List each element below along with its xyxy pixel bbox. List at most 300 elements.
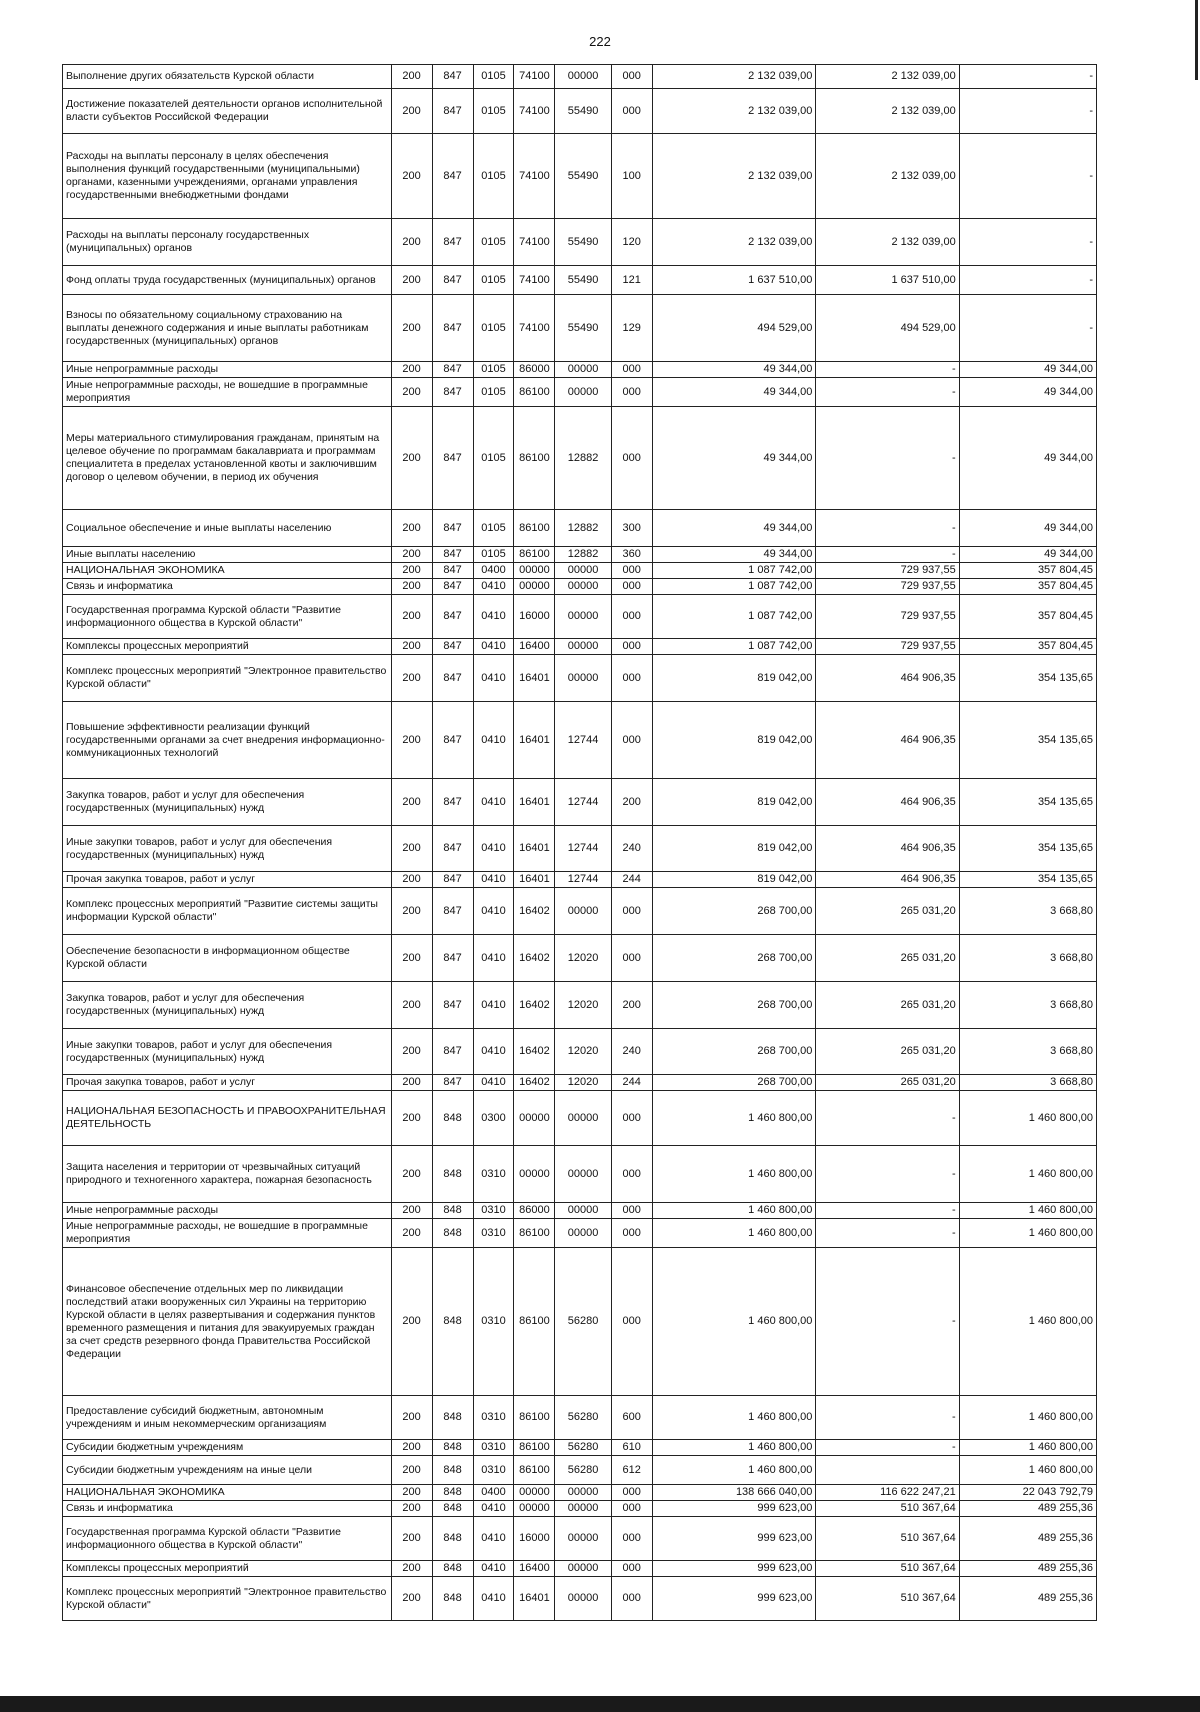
budget-table	[62, 64, 1097, 1621]
section-code: 0410	[473, 1577, 514, 1621]
code-col-1: 200	[391, 1029, 432, 1075]
amount-executed: -	[816, 1440, 959, 1456]
amount-approved: 999 623,00	[652, 1577, 816, 1621]
expense-name: Иные закупки товаров, работ и услуг для обеспечения государственных (муниципальных) нужд	[63, 826, 392, 872]
program-code: 16402	[514, 888, 555, 935]
expense-type-code: 000	[611, 639, 652, 655]
program-code: 16402	[514, 935, 555, 982]
section-code: 0400	[473, 1485, 514, 1501]
table-row	[63, 888, 1097, 935]
amount-executed: 510 367,64	[816, 1501, 959, 1517]
program-code: 74100	[514, 89, 555, 134]
expense-name: Закупка товаров, работ и услуг для обеспечения государственных (муниципальных) нужд	[63, 982, 392, 1029]
amount-executed: -	[816, 1091, 959, 1146]
table-row	[63, 563, 1097, 579]
ministry-code: 848	[432, 1577, 473, 1621]
amount-executed: 494 529,00	[816, 295, 959, 362]
amount-approved: 819 042,00	[652, 779, 816, 826]
expense-type-code: 244	[611, 1075, 652, 1091]
expense-type-code: 000	[611, 1248, 652, 1396]
expense-type-code: 000	[611, 1219, 652, 1248]
expense-name: Комплекс процессных мероприятий "Электронное правительство Курской области"	[63, 1577, 392, 1621]
expense-name: Прочая закупка товаров, работ и услуг	[63, 1075, 392, 1091]
amount-executed: 2 132 039,00	[816, 65, 959, 89]
expense-type-code: 360	[611, 547, 652, 563]
amount-remaining: 1 460 800,00	[959, 1456, 1096, 1485]
expense-type-code: 000	[611, 407, 652, 510]
expense-type-code: 240	[611, 1029, 652, 1075]
ministry-code: 847	[432, 378, 473, 407]
program-code: 74100	[514, 295, 555, 362]
direction-code: 12744	[555, 826, 611, 872]
section-code: 0310	[473, 1440, 514, 1456]
direction-code: 55490	[555, 295, 611, 362]
section-code: 0105	[473, 407, 514, 510]
amount-approved: 1 460 800,00	[652, 1396, 816, 1440]
amount-remaining: -	[959, 266, 1096, 295]
table-row	[63, 1091, 1097, 1146]
amount-approved: 1 460 800,00	[652, 1248, 816, 1396]
amount-executed: -	[816, 407, 959, 510]
direction-code: 12020	[555, 982, 611, 1029]
table-row	[63, 510, 1097, 547]
program-code: 86000	[514, 1203, 555, 1219]
expense-name: Иные выплаты населению	[63, 547, 392, 563]
table-row	[63, 362, 1097, 378]
code-col-1: 200	[391, 702, 432, 779]
ministry-code: 847	[432, 888, 473, 935]
table-row	[63, 1029, 1097, 1075]
amount-remaining: 1 460 800,00	[959, 1248, 1096, 1396]
amount-executed: 464 906,35	[816, 826, 959, 872]
amount-executed: 729 937,55	[816, 563, 959, 579]
section-code: 0410	[473, 1501, 514, 1517]
code-col-1: 200	[391, 1517, 432, 1561]
expense-type-code: 240	[611, 826, 652, 872]
code-col-1: 200	[391, 982, 432, 1029]
code-col-1: 200	[391, 510, 432, 547]
direction-code: 55490	[555, 266, 611, 295]
expense-type-code: 300	[611, 510, 652, 547]
amount-approved: 1 460 800,00	[652, 1091, 816, 1146]
code-col-1: 200	[391, 1219, 432, 1248]
direction-code: 00000	[555, 1517, 611, 1561]
amount-executed: -	[816, 510, 959, 547]
section-code: 0105	[473, 266, 514, 295]
expense-name: Комплексы процессных мероприятий	[63, 639, 392, 655]
ministry-code: 848	[432, 1501, 473, 1517]
direction-code: 12744	[555, 779, 611, 826]
ministry-code: 848	[432, 1561, 473, 1577]
amount-approved: 819 042,00	[652, 872, 816, 888]
expense-name: Выполнение других обязательств Курской области	[63, 65, 392, 89]
program-code: 86100	[514, 1440, 555, 1456]
table-row	[63, 982, 1097, 1029]
direction-code: 00000	[555, 1146, 611, 1203]
table-row	[63, 1501, 1097, 1517]
section-code: 0105	[473, 547, 514, 563]
expense-name: Взносы по обязательному социальному страхованию на выплаты денежного содержания и иные выплаты работникам государственных (муниципальных) органов	[63, 295, 392, 362]
expense-type-code: 000	[611, 362, 652, 378]
direction-code: 12020	[555, 1029, 611, 1075]
expense-name: Обеспечение безопасности в информационном обществе Курской области	[63, 935, 392, 982]
amount-executed: 510 367,64	[816, 1517, 959, 1561]
ministry-code: 848	[432, 1091, 473, 1146]
direction-code: 12744	[555, 702, 611, 779]
amount-executed: 510 367,64	[816, 1577, 959, 1621]
amount-remaining: 354 135,65	[959, 872, 1096, 888]
code-col-1: 200	[391, 888, 432, 935]
direction-code: 00000	[555, 1203, 611, 1219]
expense-name: Государственная программа Курской области "Развитие информационного общества в Курской области"	[63, 1517, 392, 1561]
expense-type-code: 000	[611, 89, 652, 134]
ministry-code: 848	[432, 1456, 473, 1485]
table-row	[63, 872, 1097, 888]
table-row	[63, 1561, 1097, 1577]
table-row	[63, 1248, 1097, 1396]
code-col-1: 200	[391, 595, 432, 639]
amount-approved: 268 700,00	[652, 1075, 816, 1091]
expense-name: Иные закупки товаров, работ и услуг для обеспечения государственных (муниципальных) нужд	[63, 1029, 392, 1075]
expense-name: Иные непрограммные расходы, не вошедшие в программные мероприятия	[63, 1219, 392, 1248]
expense-type-code: 000	[611, 1146, 652, 1203]
section-code: 0410	[473, 1075, 514, 1091]
section-code: 0410	[473, 826, 514, 872]
program-code: 86100	[514, 1456, 555, 1485]
code-col-1: 200	[391, 1146, 432, 1203]
amount-remaining: 3 668,80	[959, 1075, 1096, 1091]
program-code: 74100	[514, 219, 555, 266]
expense-name: Прочая закупка товаров, работ и услуг	[63, 872, 392, 888]
section-code: 0300	[473, 1091, 514, 1146]
program-code: 86100	[514, 1219, 555, 1248]
expense-name: Комплексы процессных мероприятий	[63, 1561, 392, 1577]
code-col-1: 200	[391, 1501, 432, 1517]
program-code: 74100	[514, 134, 555, 219]
table-row	[63, 639, 1097, 655]
code-col-1: 200	[391, 1396, 432, 1440]
ministry-code: 848	[432, 1203, 473, 1219]
amount-approved: 49 344,00	[652, 362, 816, 378]
direction-code: 00000	[555, 655, 611, 702]
code-col-1: 200	[391, 639, 432, 655]
table-row	[63, 579, 1097, 595]
ministry-code: 847	[432, 579, 473, 595]
ministry-code: 847	[432, 563, 473, 579]
amount-approved: 1 460 800,00	[652, 1203, 816, 1219]
amount-approved: 1 460 800,00	[652, 1440, 816, 1456]
section-code: 0410	[473, 639, 514, 655]
expense-type-code: 000	[611, 1517, 652, 1561]
code-col-1: 200	[391, 563, 432, 579]
table-row	[63, 378, 1097, 407]
expense-name: Субсидии бюджетным учреждениям на иные цели	[63, 1456, 392, 1485]
ministry-code: 847	[432, 639, 473, 655]
table-row	[63, 89, 1097, 134]
program-code: 00000	[514, 1146, 555, 1203]
expense-type-code: 000	[611, 65, 652, 89]
expense-type-code: 600	[611, 1396, 652, 1440]
ministry-code: 847	[432, 1075, 473, 1091]
amount-executed: 265 031,20	[816, 1075, 959, 1091]
table-row	[63, 65, 1097, 89]
amount-executed: 729 937,55	[816, 639, 959, 655]
ministry-code: 847	[432, 655, 473, 702]
amount-approved: 268 700,00	[652, 935, 816, 982]
program-code: 16401	[514, 1577, 555, 1621]
ministry-code: 848	[432, 1396, 473, 1440]
ministry-code: 848	[432, 1248, 473, 1396]
program-code: 00000	[514, 1485, 555, 1501]
program-code: 16401	[514, 702, 555, 779]
amount-remaining: -	[959, 134, 1096, 219]
ministry-code: 848	[432, 1517, 473, 1561]
table-row	[63, 826, 1097, 872]
table-row	[63, 1440, 1097, 1456]
amount-remaining: 22 043 792,79	[959, 1485, 1096, 1501]
amount-approved: 268 700,00	[652, 982, 816, 1029]
section-code: 0410	[473, 888, 514, 935]
section-code: 0410	[473, 982, 514, 1029]
amount-approved: 1 460 800,00	[652, 1219, 816, 1248]
section-code: 0310	[473, 1146, 514, 1203]
amount-executed: 464 906,35	[816, 702, 959, 779]
expense-type-code: 129	[611, 295, 652, 362]
amount-executed: 464 906,35	[816, 779, 959, 826]
amount-remaining: 49 344,00	[959, 378, 1096, 407]
program-code: 74100	[514, 65, 555, 89]
expense-name: Связь и информатика	[63, 1501, 392, 1517]
program-code: 16000	[514, 1517, 555, 1561]
amount-approved: 1 087 742,00	[652, 595, 816, 639]
expense-name: Повышение эффективности реализации функций государственными органами за счет внедрения информационно-коммуникационных технологий	[63, 702, 392, 779]
amount-executed: -	[816, 1248, 959, 1396]
expense-type-code: 000	[611, 1091, 652, 1146]
program-code: 16400	[514, 639, 555, 655]
table-row	[63, 1577, 1097, 1621]
amount-executed: 265 031,20	[816, 1029, 959, 1075]
amount-approved: 819 042,00	[652, 702, 816, 779]
amount-remaining: 357 804,45	[959, 639, 1096, 655]
direction-code: 00000	[555, 378, 611, 407]
amount-remaining: 3 668,80	[959, 1029, 1096, 1075]
expense-type-code: 200	[611, 982, 652, 1029]
amount-remaining: 354 135,65	[959, 826, 1096, 872]
table-row	[63, 702, 1097, 779]
ministry-code: 848	[432, 1440, 473, 1456]
expense-type-code: 100	[611, 134, 652, 219]
table-row	[63, 266, 1097, 295]
amount-remaining: 489 255,36	[959, 1517, 1096, 1561]
amount-remaining: 3 668,80	[959, 888, 1096, 935]
amount-executed: -	[816, 378, 959, 407]
ministry-code: 847	[432, 219, 473, 266]
expense-name: Комплекс процессных мероприятий "Электронное правительство Курской области"	[63, 655, 392, 702]
amount-executed: 464 906,35	[816, 655, 959, 702]
amount-remaining: 357 804,45	[959, 563, 1096, 579]
section-code: 0105	[473, 134, 514, 219]
direction-code: 56280	[555, 1248, 611, 1396]
program-code: 86100	[514, 1248, 555, 1396]
direction-code: 00000	[555, 639, 611, 655]
ministry-code: 847	[432, 65, 473, 89]
table-row	[63, 295, 1097, 362]
program-code: 16400	[514, 1561, 555, 1577]
amount-approved: 1 460 800,00	[652, 1146, 816, 1203]
section-code: 0310	[473, 1396, 514, 1440]
table-row	[63, 1219, 1097, 1248]
expense-name: Финансовое обеспечение отдельных мер по ликвидации последствий атаки вооруженных сил Украины на территорию Курской области в целях развертывания и содержания пунктов временного размещения и питания для эвакуируемых граждан за счет средств резервного фонда Правительства Российской Федерации	[63, 1248, 392, 1396]
direction-code: 12020	[555, 935, 611, 982]
direction-code: 00000	[555, 1561, 611, 1577]
code-col-1: 200	[391, 1456, 432, 1485]
amount-approved: 49 344,00	[652, 378, 816, 407]
section-code: 0410	[473, 935, 514, 982]
direction-code: 00000	[555, 1485, 611, 1501]
program-code: 00000	[514, 1091, 555, 1146]
expense-type-code: 121	[611, 266, 652, 295]
amount-remaining: 1 460 800,00	[959, 1219, 1096, 1248]
amount-approved: 2 132 039,00	[652, 219, 816, 266]
ministry-code: 847	[432, 266, 473, 295]
amount-remaining: 489 255,36	[959, 1577, 1096, 1621]
code-col-1: 200	[391, 547, 432, 563]
program-code: 00000	[514, 579, 555, 595]
amount-executed: -	[816, 1203, 959, 1219]
expense-type-code: 000	[611, 378, 652, 407]
direction-code: 12882	[555, 407, 611, 510]
table-row	[63, 935, 1097, 982]
amount-remaining: -	[959, 65, 1096, 89]
table-row	[63, 1075, 1097, 1091]
expense-type-code: 000	[611, 563, 652, 579]
program-code: 16401	[514, 826, 555, 872]
section-code: 0105	[473, 89, 514, 134]
amount-approved: 268 700,00	[652, 888, 816, 935]
expense-type-code: 000	[611, 1501, 652, 1517]
direction-code: 00000	[555, 563, 611, 579]
amount-executed: 265 031,20	[816, 935, 959, 982]
ministry-code: 847	[432, 510, 473, 547]
ministry-code: 848	[432, 1219, 473, 1248]
amount-remaining: 354 135,65	[959, 702, 1096, 779]
amount-approved: 1 087 742,00	[652, 639, 816, 655]
expense-type-code: 000	[611, 935, 652, 982]
expense-type-code: 000	[611, 655, 652, 702]
direction-code: 12882	[555, 547, 611, 563]
expense-name: Меры материального стимулирования гражданам, принятым на целевое обучение по программам бакалавриата и программам специалитета в пределах установленной квоты и заключившим договор о целевом обучении, в период их обучения	[63, 407, 392, 510]
program-code: 16402	[514, 1075, 555, 1091]
direction-code: 00000	[555, 888, 611, 935]
amount-remaining: 1 460 800,00	[959, 1146, 1096, 1203]
program-code: 00000	[514, 563, 555, 579]
amount-executed: 2 132 039,00	[816, 89, 959, 134]
amount-executed: -	[816, 1146, 959, 1203]
program-code: 16401	[514, 779, 555, 826]
scan-bottom-bar	[0, 1696, 1200, 1712]
amount-executed: 2 132 039,00	[816, 134, 959, 219]
amount-remaining: 1 460 800,00	[959, 1396, 1096, 1440]
expense-name: Защита населения и территории от чрезвычайных ситуаций природного и техногенного характера, пожарная безопасность	[63, 1146, 392, 1203]
program-code: 16402	[514, 982, 555, 1029]
code-col-1: 200	[391, 872, 432, 888]
direction-code: 56280	[555, 1456, 611, 1485]
amount-executed: 2 132 039,00	[816, 219, 959, 266]
code-col-1: 200	[391, 1561, 432, 1577]
amount-approved: 819 042,00	[652, 826, 816, 872]
amount-approved: 999 623,00	[652, 1561, 816, 1577]
direction-code: 00000	[555, 1091, 611, 1146]
ministry-code: 847	[432, 407, 473, 510]
expense-name: НАЦИОНАЛЬНАЯ ЭКОНОМИКА	[63, 1485, 392, 1501]
section-code: 0410	[473, 702, 514, 779]
amount-approved: 1 087 742,00	[652, 563, 816, 579]
direction-code: 55490	[555, 219, 611, 266]
expense-type-code: 610	[611, 1440, 652, 1456]
amount-approved: 49 344,00	[652, 407, 816, 510]
amount-remaining: 354 135,65	[959, 779, 1096, 826]
code-col-1: 200	[391, 779, 432, 826]
amount-remaining: 357 804,45	[959, 579, 1096, 595]
amount-executed: -	[816, 1219, 959, 1248]
amount-remaining: 1 460 800,00	[959, 1440, 1096, 1456]
expense-name: Фонд оплаты труда государственных (муниципальных) органов	[63, 266, 392, 295]
ministry-code: 848	[432, 1485, 473, 1501]
section-code: 0105	[473, 362, 514, 378]
expense-name: Социальное обеспечение и иные выплаты населению	[63, 510, 392, 547]
table-row	[63, 1517, 1097, 1561]
section-code: 0410	[473, 872, 514, 888]
amount-remaining: 3 668,80	[959, 935, 1096, 982]
code-col-1: 200	[391, 378, 432, 407]
amount-remaining: 49 344,00	[959, 510, 1096, 547]
amount-approved: 1 087 742,00	[652, 579, 816, 595]
ministry-code: 847	[432, 779, 473, 826]
expense-name: НАЦИОНАЛЬНАЯ БЕЗОПАСНОСТЬ И ПРАВООХРАНИТЕЛЬНАЯ ДЕЯТЕЛЬНОСТЬ	[63, 1091, 392, 1146]
ministry-code: 848	[432, 1146, 473, 1203]
ministry-code: 847	[432, 982, 473, 1029]
expense-name: Закупка товаров, работ и услуг для обеспечения государственных (муниципальных) нужд	[63, 779, 392, 826]
code-col-1: 200	[391, 407, 432, 510]
direction-code: 00000	[555, 65, 611, 89]
direction-code: 12882	[555, 510, 611, 547]
ministry-code: 847	[432, 935, 473, 982]
amount-executed: 265 031,20	[816, 982, 959, 1029]
table-row	[63, 1456, 1097, 1485]
section-code: 0400	[473, 563, 514, 579]
table-row	[63, 655, 1097, 702]
expense-name: Связь и информатика	[63, 579, 392, 595]
code-col-1: 200	[391, 266, 432, 295]
table-row	[63, 1146, 1097, 1203]
direction-code: 00000	[555, 362, 611, 378]
expense-type-code: 000	[611, 1485, 652, 1501]
expense-type-code: 200	[611, 779, 652, 826]
expense-name: Субсидии бюджетным учреждениям	[63, 1440, 392, 1456]
scan-edge-mark	[1195, 0, 1198, 80]
amount-remaining: 357 804,45	[959, 595, 1096, 639]
amount-executed: 1 637 510,00	[816, 266, 959, 295]
section-code: 0105	[473, 510, 514, 547]
amount-remaining: 1 460 800,00	[959, 1203, 1096, 1219]
expense-name: Государственная программа Курской области "Развитие информационного общества в Курской области"	[63, 595, 392, 639]
program-code: 16000	[514, 595, 555, 639]
amount-remaining: 354 135,65	[959, 655, 1096, 702]
expense-type-code: 120	[611, 219, 652, 266]
amount-executed	[816, 1456, 959, 1485]
expense-type-code: 000	[611, 1203, 652, 1219]
expense-type-code: 612	[611, 1456, 652, 1485]
